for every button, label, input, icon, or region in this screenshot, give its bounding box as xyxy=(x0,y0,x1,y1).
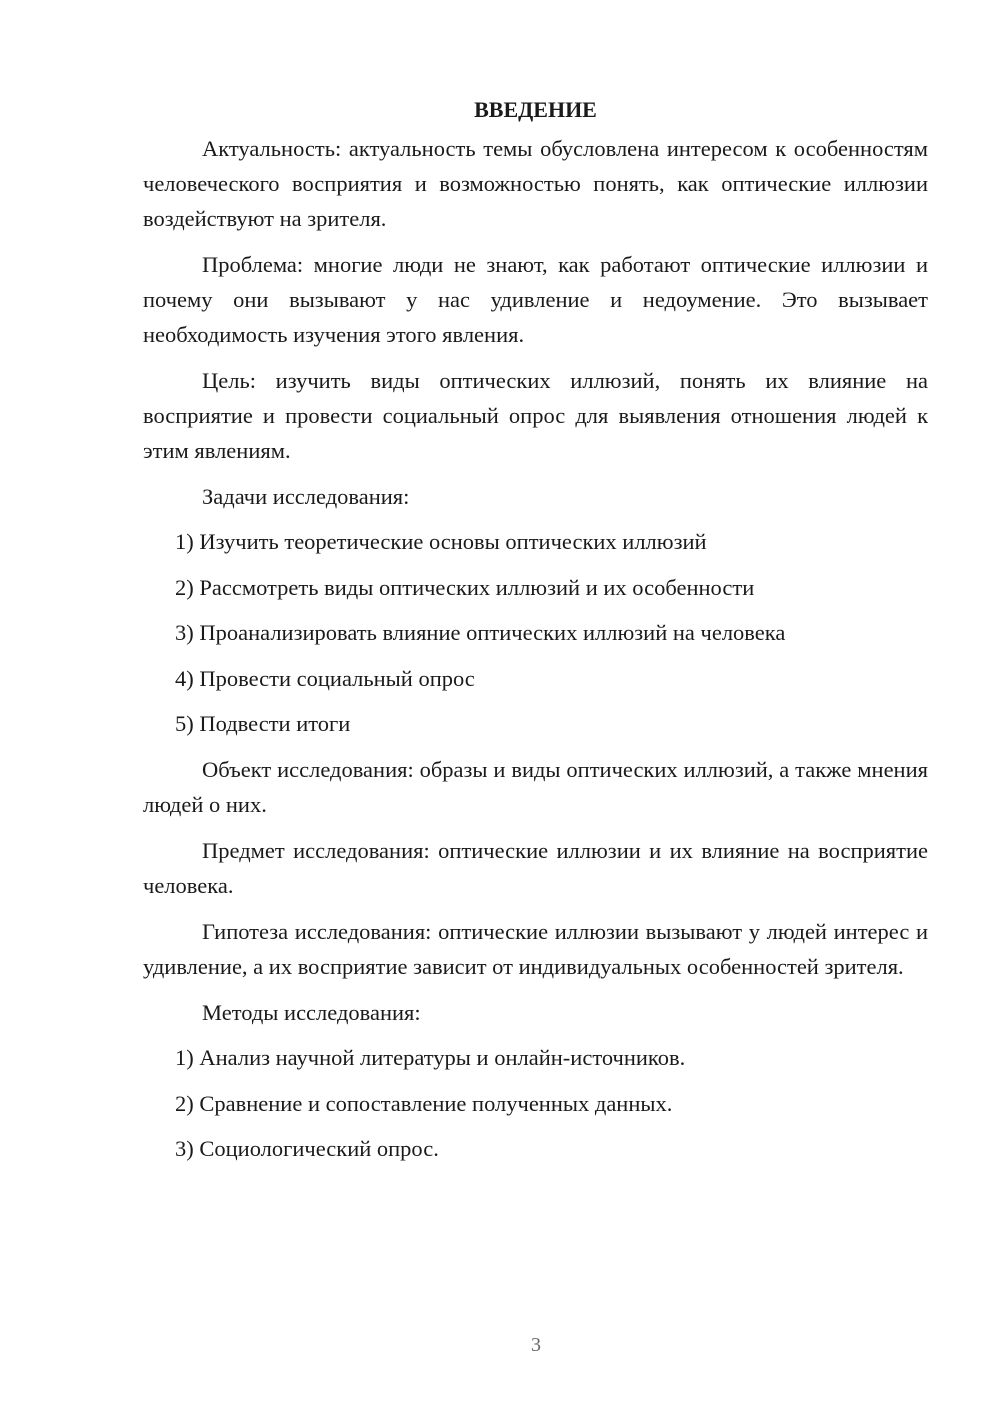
paragraph-subject: Предмет исследования: оптические иллюзии и их влияние на восприятие человека. xyxy=(143,838,928,898)
list-item: 2) Рассмотреть виды оптических иллюзий и их особенности xyxy=(175,574,755,600)
list-item: 3) Проанализировать влияние оптических иллюзий на человека xyxy=(175,620,786,645)
tasks-list xyxy=(143,524,928,741)
methods-label: Методы исследования: xyxy=(202,1000,421,1025)
page-number: 3 xyxy=(531,1334,541,1356)
list-item: 3) Социологический опрос. xyxy=(175,1136,439,1161)
list-item: 2) Сравнение и сопоставление полученных данных. xyxy=(175,1090,673,1116)
list-item: 1) Изучить теоретические основы оптических иллюзий xyxy=(175,529,707,554)
page-content xyxy=(143,92,928,1177)
paragraph-relevance: Актуальность: актуальность темы обусловлена интересом к особенностям человеческого восприятия и возможностью понять, как оптические иллюзии воздействуют на зрителя. xyxy=(143,136,928,231)
paragraph-goal: Цель: изучить виды оптических иллюзий, понять их влияние на восприятие и провести социальный опрос для выявления отношения людей к этим явлениям. xyxy=(143,368,928,463)
paragraph-hypothesis: Гипотеза исследования: оптические иллюзии вызывают у людей интерес и удивление, а их восприятие зависит от индивидуальных особенностей зрителя. xyxy=(143,919,928,979)
paragraph-object: Объект исследования: образы и виды оптических иллюзий, а также мнения людей о них. xyxy=(143,757,928,817)
section-title: ВВЕДЕНИЕ xyxy=(474,97,597,122)
list-item: 1) Анализ научной литературы и онлайн-источников. xyxy=(175,1045,686,1070)
list-item: 4) Провести социальный опрос xyxy=(175,665,475,691)
list-item: 5) Подвести итоги xyxy=(175,711,351,736)
tasks-label: Задачи исследования: xyxy=(202,484,410,509)
paragraph-problem: Проблема: многие люди не знают, как работают оптические иллюзии и почему они вызывают у нас удивление и недоумение. Это вызывает необходимость изучения этого явления. xyxy=(143,252,928,347)
methods-list xyxy=(143,1040,928,1166)
